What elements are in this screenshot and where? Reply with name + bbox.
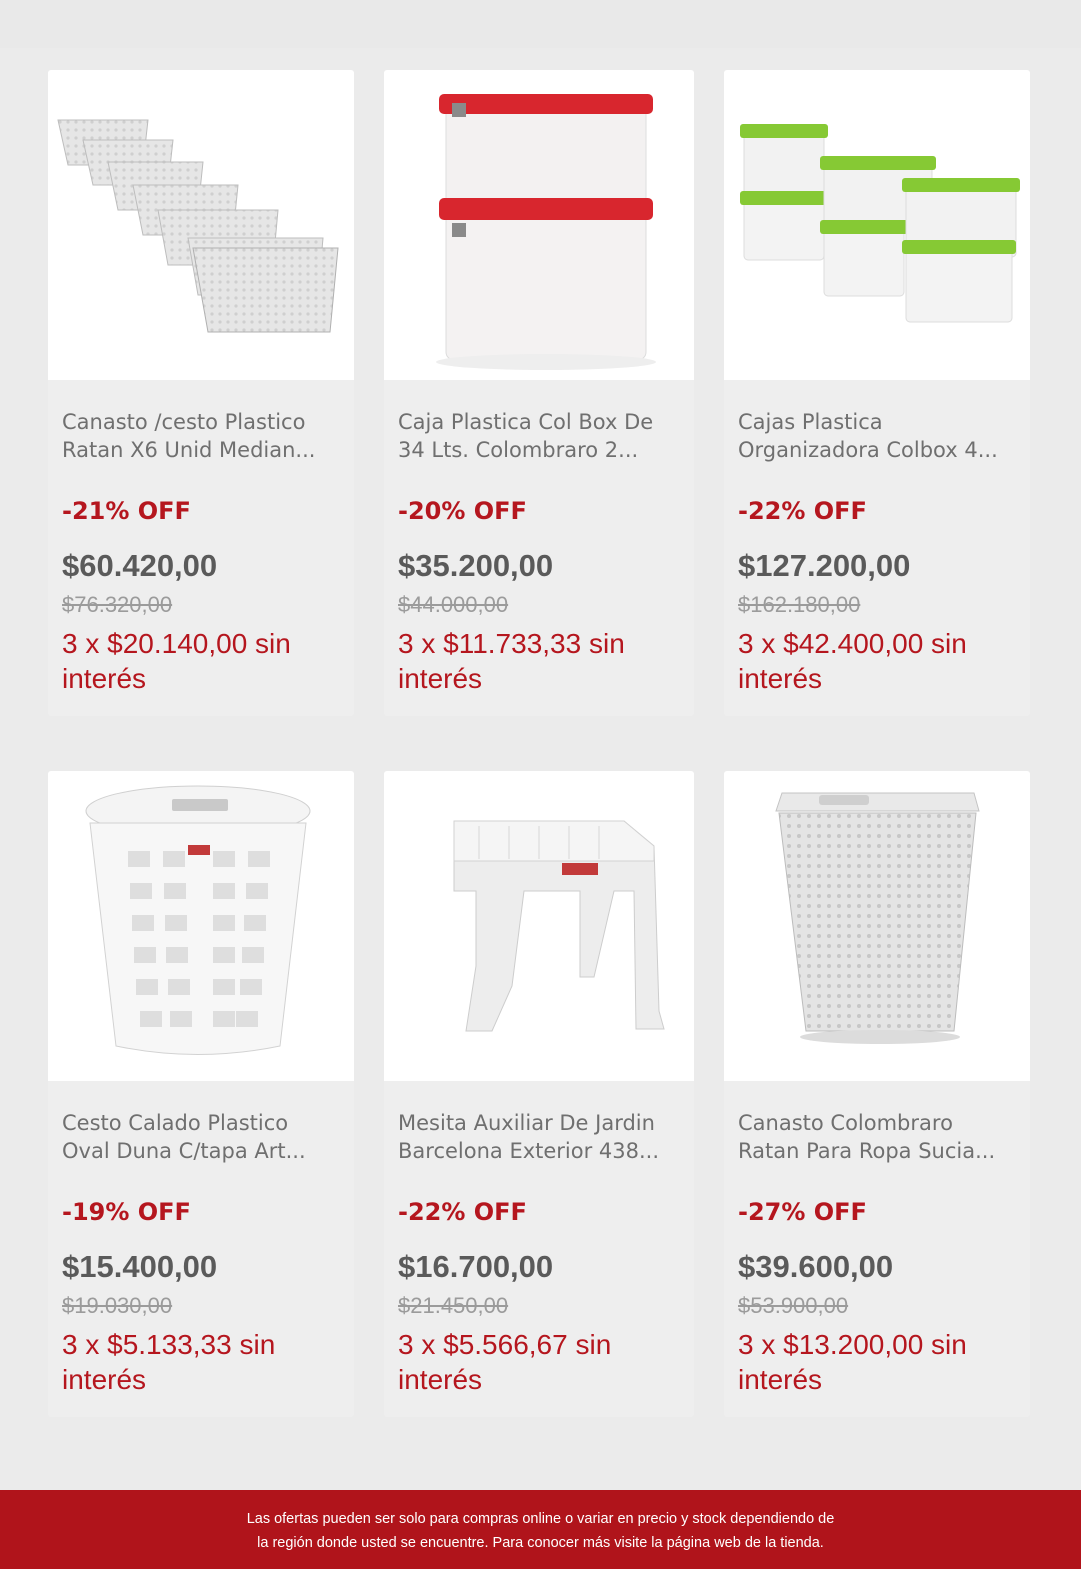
installments-text bbox=[398, 1327, 680, 1397]
product-price: $16.700,00 bbox=[398, 1249, 554, 1284]
installments-line: interés bbox=[738, 663, 823, 694]
discount-badge: -27% OFF bbox=[738, 1198, 867, 1226]
installments-text bbox=[62, 626, 340, 696]
installments-line: 3 x $5.566,67 sin bbox=[398, 1329, 612, 1360]
product-title[interactable]: Cesto Calado Plastico Oval Duna C/tapa Art... bbox=[62, 1111, 306, 1163]
installments-line: 3 x $13.200,00 sin bbox=[738, 1329, 967, 1360]
installments-text bbox=[62, 1327, 340, 1397]
disclaimer-line: Las ofertas pueden ser solo para compras online o variar en precio y stock dependiendo de bbox=[246, 1511, 835, 1527]
product-price: $60.420,00 bbox=[62, 548, 218, 583]
original-price: $162.180,00 bbox=[738, 592, 861, 617]
installments-line: interés bbox=[62, 1364, 147, 1395]
original-price: $19.030,00 bbox=[62, 1293, 173, 1318]
original-price: $44.000,00 bbox=[398, 592, 509, 617]
product-price: $127.200,00 bbox=[738, 548, 911, 583]
discount-badge: -22% OFF bbox=[738, 497, 867, 525]
product-title[interactable]: Cajas Plastica Organizadora Colbox 4... bbox=[738, 410, 998, 462]
original-price: $21.450,00 bbox=[398, 1293, 509, 1318]
discount-badge: -22% OFF bbox=[398, 1198, 527, 1226]
product-price: $35.200,00 bbox=[398, 548, 554, 583]
installments-text bbox=[398, 626, 680, 696]
discount-badge: -20% OFF bbox=[398, 497, 527, 525]
side-table-image[interactable] bbox=[384, 771, 694, 1081]
product-card[interactable] bbox=[384, 70, 694, 716]
installments-line: 3 x $20.140,00 sin bbox=[62, 628, 291, 659]
installments-text bbox=[738, 1327, 1016, 1397]
product-title[interactable]: Canasto /cesto Plastico Ratan X6 Unid Median... bbox=[62, 410, 316, 462]
installments-line: 3 x $11.733,33 sin bbox=[398, 628, 625, 659]
product-title[interactable]: Canasto Colombraro Ratan Para Ropa Sucia... bbox=[738, 1111, 996, 1163]
ratan-baskets-image[interactable] bbox=[48, 70, 354, 380]
product-card[interactable] bbox=[724, 771, 1030, 1417]
red-lid-boxes-image[interactable] bbox=[384, 70, 694, 380]
installments-text bbox=[738, 626, 1016, 696]
discount-badge: -19% OFF bbox=[62, 1198, 191, 1226]
installments-line: interés bbox=[738, 1364, 823, 1395]
installments-line: 3 x $5.133,33 sin bbox=[62, 1329, 276, 1360]
product-card[interactable] bbox=[724, 70, 1030, 716]
green-lid-boxes-image[interactable] bbox=[724, 70, 1030, 380]
installments-line: interés bbox=[398, 663, 483, 694]
product-price: $39.600,00 bbox=[738, 1249, 894, 1284]
disclaimer-line: la región donde usted se encuentre. Para conocer más visite la página web de la tienda. bbox=[257, 1535, 824, 1551]
discount-badge: -21% OFF bbox=[62, 497, 191, 525]
original-price: $53.900,00 bbox=[738, 1293, 849, 1318]
product-title[interactable]: Mesita Auxiliar De Jardin Barcelona Exterior 438... bbox=[398, 1111, 660, 1163]
ratan-hamper-image[interactable] bbox=[724, 771, 1030, 1081]
product-card[interactable] bbox=[48, 771, 354, 1417]
disclaimer-footer bbox=[0, 1490, 1081, 1569]
laundry-hamper-image[interactable] bbox=[48, 771, 354, 1081]
product-price: $15.400,00 bbox=[62, 1249, 218, 1284]
installments-line: 3 x $42.400,00 sin bbox=[738, 628, 967, 659]
product-title[interactable]: Caja Plastica Col Box De 34 Lts. Colombraro 2... bbox=[398, 410, 654, 462]
product-card[interactable] bbox=[48, 70, 354, 716]
installments-line: interés bbox=[62, 663, 147, 694]
original-price: $76.320,00 bbox=[62, 592, 173, 617]
product-card[interactable] bbox=[384, 771, 694, 1417]
installments-line: interés bbox=[398, 1364, 483, 1395]
